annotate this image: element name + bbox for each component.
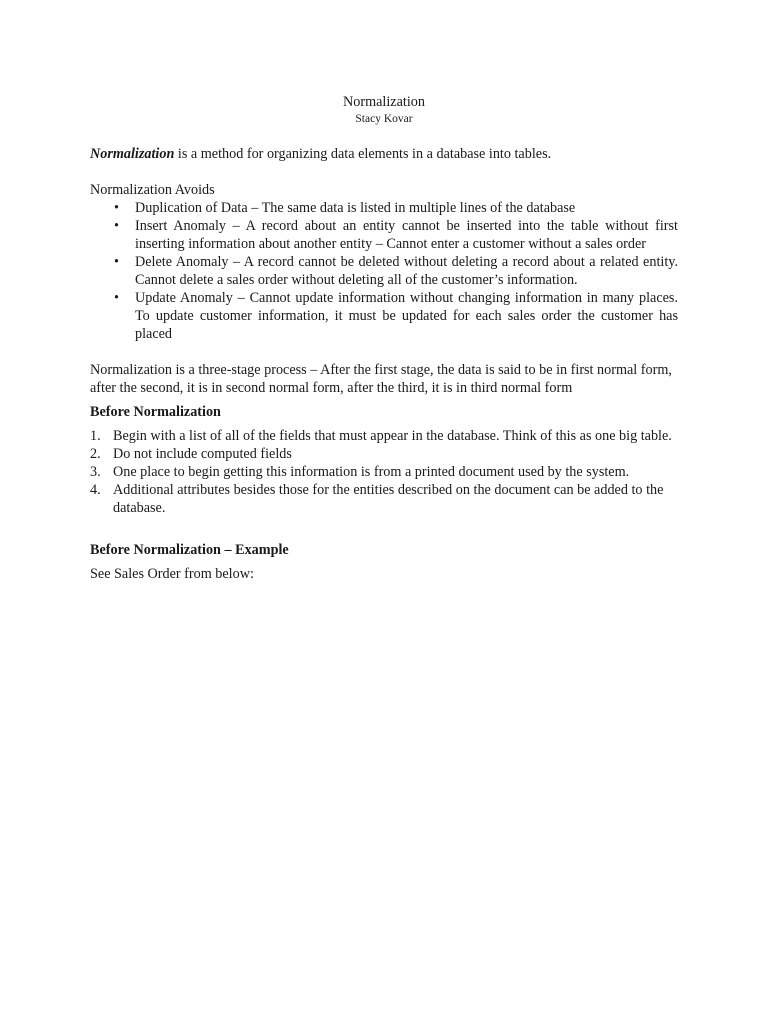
step-number: 2. xyxy=(90,446,101,462)
list-item-text: Duplication of Data – The same data is listed in multiple lines of the database xyxy=(135,200,576,216)
process-paragraph: Normalization is a three-stage process – After the first stage, the data is said to be in first normal form, after the second, it is in second normal form, after the third, it is in third normal form xyxy=(90,362,672,396)
see-sales-order-text: See Sales Order from below: xyxy=(90,566,254,582)
intro-term: Normalization xyxy=(90,146,175,162)
list-item-text: Delete Anomaly – A record cannot be deleted without deleting a record about a related entity. Cannot delete a sales order without deleting all of the customer’s information. xyxy=(135,254,678,288)
bullet-icon: • xyxy=(114,218,119,234)
list-item xyxy=(90,445,678,463)
bullet-icon: • xyxy=(114,254,119,270)
list-item xyxy=(90,289,678,343)
intro-text: is a method for organizing data elements in a database into tables. xyxy=(174,146,552,162)
list-item xyxy=(90,217,678,253)
before-normalization-heading: Before Normalization xyxy=(90,404,221,420)
list-item xyxy=(90,253,678,289)
step-text: Begin with a list of all of the fields that must appear in the database. Think of this as one big table. xyxy=(113,428,672,444)
step-text: Additional attributes besides those for the entities described on the document can be added to the database. xyxy=(113,482,664,516)
list-item-text: Insert Anomaly – A record about an entity cannot be inserted into the table without first inserting information about another entity – Cannot enter a customer without a sales order xyxy=(135,218,678,252)
avoids-list xyxy=(90,199,678,343)
step-number: 4. xyxy=(90,482,101,498)
document-title: Normalization xyxy=(343,94,425,110)
avoids-heading: Normalization Avoids xyxy=(90,182,215,198)
list-item-text: Update Anomaly – Cannot update information without changing information in many places. To update customer information, it must be updated for each sales order the customer has placed xyxy=(135,290,678,342)
list-item xyxy=(90,427,678,445)
list-item xyxy=(90,463,678,481)
step-number: 1. xyxy=(90,428,101,444)
bullet-icon: • xyxy=(114,290,119,306)
example-heading: Before Normalization – Example xyxy=(90,542,289,558)
step-text: Do not include computed fields xyxy=(113,446,292,462)
bullet-icon: • xyxy=(114,200,119,216)
intro-paragraph xyxy=(90,145,678,163)
document-author: Stacy Kovar xyxy=(355,113,413,125)
list-item xyxy=(90,199,678,217)
document-body xyxy=(90,93,678,583)
step-text: One place to begin getting this information is from a printed document used by the system. xyxy=(113,464,630,480)
list-item xyxy=(90,481,678,517)
steps-list xyxy=(90,427,678,517)
step-number: 3. xyxy=(90,464,101,480)
